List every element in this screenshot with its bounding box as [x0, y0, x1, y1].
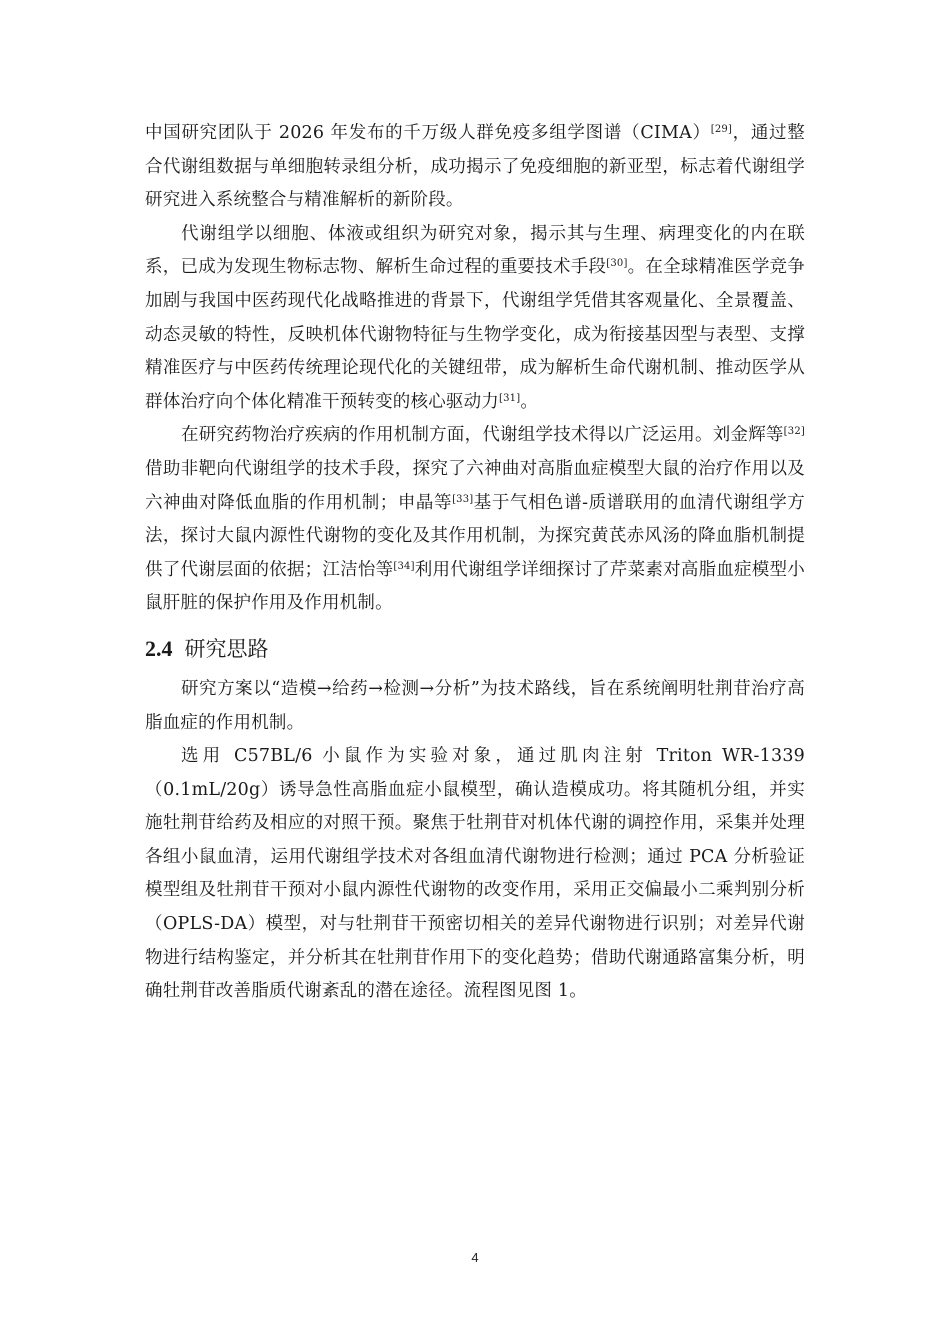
paragraph-text: 基于气相色谱-质谱联用的血清代谢组学方法，探讨大鼠内源性代谢物的变化及其作用机制，为探究黄芪赤风汤的降血脂机制提供了代谢层面的依据；江洁怡等 — [145, 492, 805, 580]
paragraph — [145, 419, 805, 621]
section-number: 2.4 — [145, 635, 173, 661]
paragraph-text: 中国研究团队于 2026 年发布的千万级人群免疫多组学图谱（CIMA） — [145, 123, 711, 143]
paragraph-text: 代谢组学以细胞、体液或组织为研究对象，揭示其与生理、病理变化的内在联系，已成为发现生物标志物、解析生命过程的重要技术手段 — [145, 223, 805, 278]
paragraph-text: 在研究药物治疗疾病的作用机制方面，代谢组学技术得以广泛运用。刘金辉等 — [181, 425, 784, 446]
paragraph-text: ，通过整合代谢组数据与单细胞转录组分析，成功揭示了免疫细胞的新亚型，标志着代谢组学研究进入系统整合与精准解析的新阶段。 — [145, 123, 805, 211]
citation-ref: [34] — [393, 560, 415, 572]
paragraph-text: 。在全球精准医学竞争加剧与我国中医药现代化战略推进的背景下，代谢组学凭借其客观量化、全景覆盖、动态灵敏的特性，反映机体代谢物特征与生物学变化，成为衔接基因型与表型、支撑精准医疗与中医药传统理论现代化的关键纽带，成为解析生命代谢机制、推动医学从群体治疗向个体化精准干预转变的核心驱动力 — [145, 257, 806, 412]
citation-ref: [31] — [499, 392, 521, 404]
paragraph-text: 借助非靶向代谢组学的技术手段，探究了六神曲对高脂血症模型大鼠的治疗作用以及六神曲对降低血脂的作用机制；申晶等 — [145, 458, 805, 513]
paragraph — [145, 673, 805, 740]
page-body — [145, 117, 805, 1009]
paragraphs-after-section — [145, 673, 805, 1009]
citation-ref: [29] — [710, 124, 733, 135]
paragraph-text: 研究方案以“造模→给药→检测→分析”为技术路线，旨在系统阐明牡荆苷治疗高脂血症的作用机制。 — [145, 678, 805, 733]
citation-ref: [32] — [783, 426, 805, 438]
paragraph-text: 选用 C57BL/6 小鼠作为实验对象，通过肌肉注射 Triton WR-1339（0.1mL/20g）诱导急性高脂血症小鼠模型，确认造模成功。将其随机分组，并实施牡荆苷给药及相应的对照干预。聚焦于牡荆苷对机体代谢的调控作用，采集并处理各组小鼠血清，运用代谢组学技术对各组血清代谢物进行检测；通过 PCA 分析验证模型组及牡荆苷干预对小鼠内源性代谢物的改变作用，采用正交偏最小二乘判别分析（OPLS-DA）模型，对与牡荆苷干预密切相关的差异代谢物进行识别；对差异代谢物进行结构鉴定，并分析其在牡荆苷作用下的变化趋势；借助代谢通路富集分析，明确牡荆苷改善脂质代谢紊乱的潜在途径。流程图见图 1。 — [145, 746, 805, 1002]
paragraph-text: 利用代谢组学详细探讨了芹菜素对高脂血症模型小鼠肝脏的保护作用及作用机制。 — [145, 559, 805, 614]
paragraph — [145, 740, 805, 1009]
paragraph — [145, 117, 805, 218]
citation-ref: [33] — [452, 493, 474, 505]
citation-ref: [30] — [606, 258, 628, 270]
paragraph — [145, 218, 805, 420]
section-title: 研究思路 — [184, 636, 269, 661]
paragraphs-before-section — [145, 117, 805, 621]
section-heading — [145, 629, 805, 669]
paragraph-text: 。 — [520, 391, 539, 412]
page-number: 4 — [471, 1250, 479, 1265]
